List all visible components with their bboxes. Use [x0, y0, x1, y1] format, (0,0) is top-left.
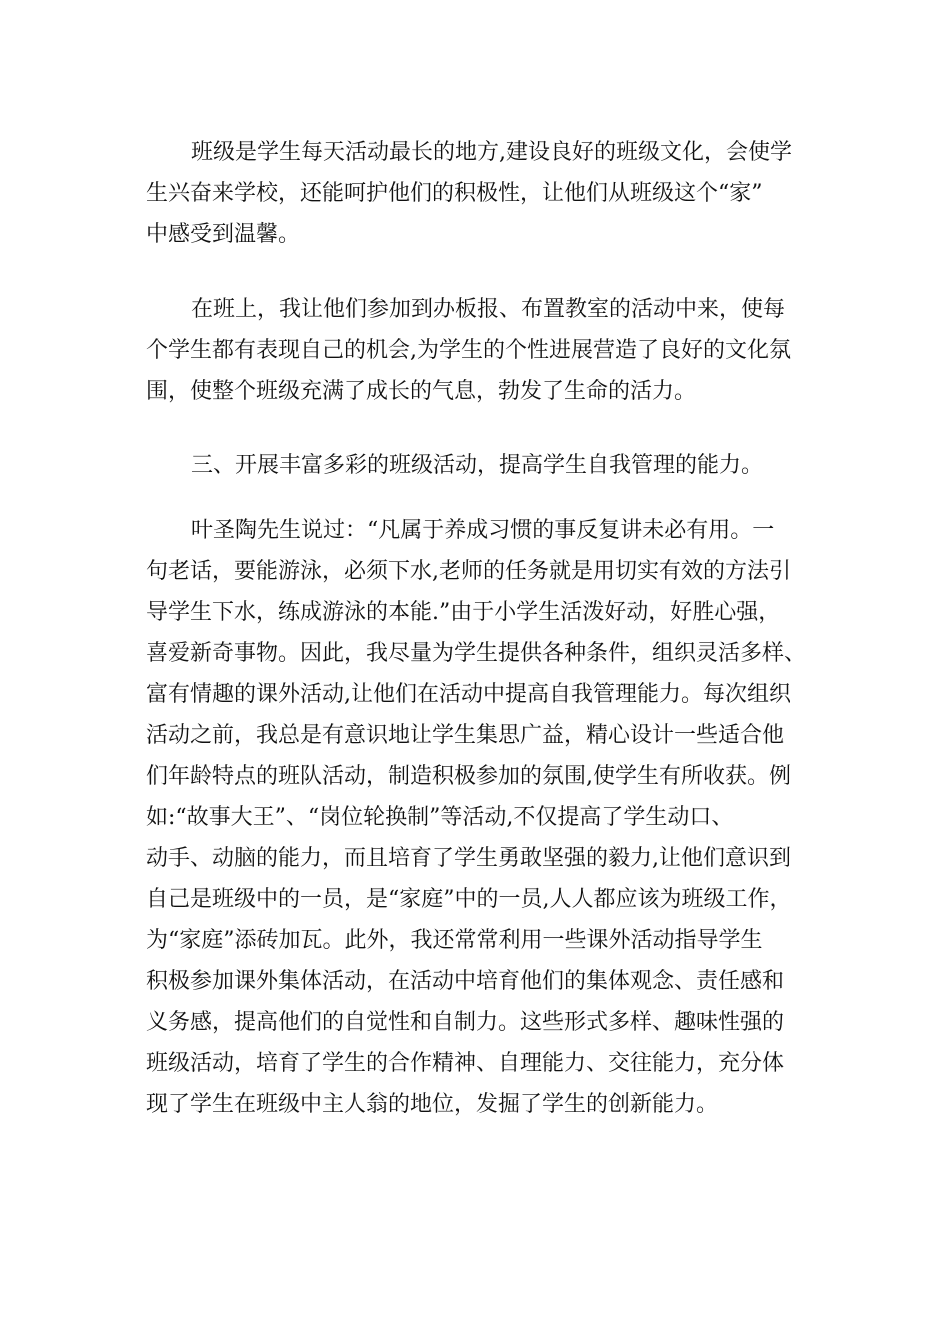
- text-line: 句老话，要能游泳，必须下水,老师的任务就是用切实有效的方法引: [146, 559, 791, 584]
- text-line: 为“家庭”添砖加瓦。此外，我还常常利用一些课外活动指导学生: [146, 928, 763, 953]
- text-line: 活动之前，我总是有意识地让学生集思广益，精心设计一些适合他: [146, 723, 785, 748]
- text-line: 班级活动，培育了学生的合作精神、自理能力、交往能力，充分体: [146, 1051, 785, 1076]
- section-heading-text: 三、开展丰富多彩的班级活动，提高学生自我管理的能力。: [191, 453, 764, 478]
- text-line: 叶圣陶先生说过：“凡属于养成习惯的事反复讲未必有用。一: [191, 518, 775, 543]
- text-line: 们年龄特点的班队活动，制造积极参加的氛围,使学生有所收获。例: [146, 764, 791, 789]
- text-line: 个学生都有表现自己的机会,为学生的个性进展营造了良好的文化氛: [146, 338, 791, 363]
- paragraph-ye-shengtao-quote: [146, 510, 816, 1125]
- text-line: 如:“故事大王”、“岗位轮换制”等活动,不仅提高了学生动口、: [146, 805, 734, 830]
- paragraph-class-activities: [146, 289, 816, 412]
- text-line: 现了学生在班级中主人翁的地位，发掘了学生的创新能力。: [146, 1092, 719, 1117]
- text-line: 围，使整个班级充满了成长的气息，勃发了生命的活力。: [146, 379, 697, 404]
- text-line: 积极参加课外集体活动，在活动中培育他们的集体观念、责任感和: [146, 969, 785, 994]
- text-line: 在班上，我让他们参加到办板报、布置教室的活动中来，使每: [191, 297, 786, 322]
- text-line: 动手、动脑的能力，而且培育了学生勇敢坚强的毅力,让他们意识到: [146, 846, 791, 871]
- text-line: 富有情趣的课外活动,让他们在活动中提高自我管理能力。每次组织: [146, 682, 791, 707]
- text-line: 生兴奋来学校，还能呵护他们的积极性，让他们从班级这个“家”: [146, 181, 763, 206]
- paragraph-class-culture: [146, 132, 816, 255]
- text-line: 班级是学生每天活动最长的地方,建设良好的班级文化，会使学: [191, 140, 792, 165]
- text-line: 义务感，提高他们的自觉性和自制力。这些形式多样、趣味性强的: [146, 1010, 785, 1035]
- text-line: 自己是班级中的一员，是“家庭”中的一员,人人都应该为班级工作，: [146, 887, 792, 912]
- text-line: 喜爱新奇事物。因此，我尽量为学生提供各种条件，组织灵活多样、: [146, 641, 807, 666]
- text-line: 导学生下水，练成游泳的本能.”由于小学生活泼好动，好胜心强，: [146, 600, 781, 625]
- text-line: 中感受到温馨。: [146, 222, 301, 247]
- section-heading: [146, 445, 816, 486]
